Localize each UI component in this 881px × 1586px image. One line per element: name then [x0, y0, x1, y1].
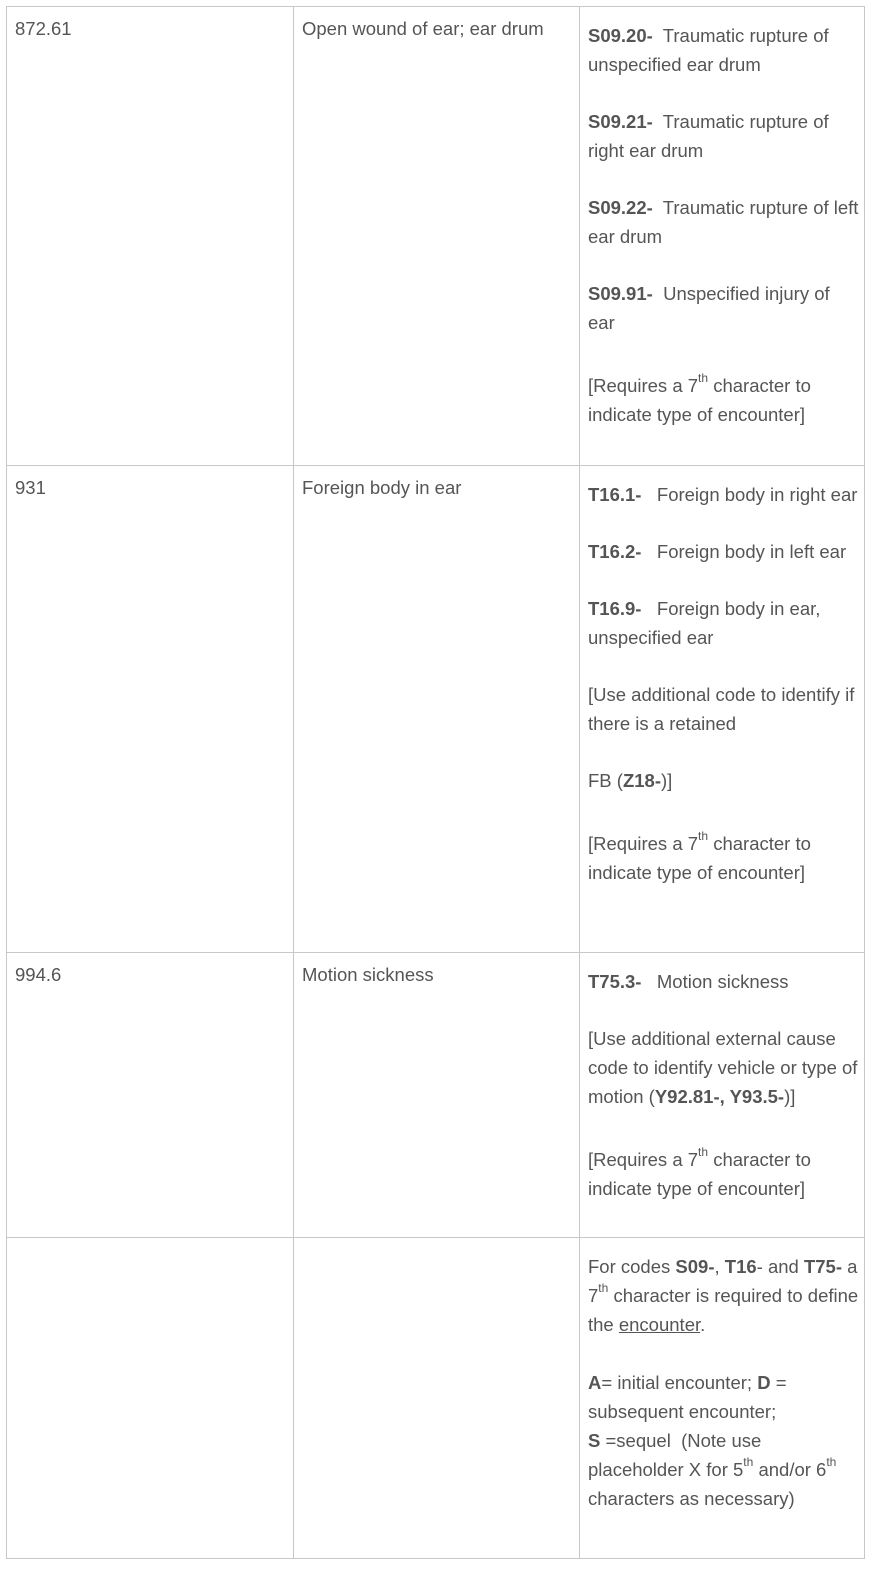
- icd10-cell: [580, 1238, 864, 1558]
- code-entry: T16.1- Foreign body in right ear: [588, 484, 858, 505]
- code-entry: T16.9- Foreign body in ear, unspecified ear: [588, 598, 821, 648]
- icd10-cell: [580, 7, 864, 465]
- description-cell: Foreign body in ear: [294, 466, 580, 952]
- seventh-char-note: [Requires a 7th character to indicate type of encounter]: [588, 1144, 811, 1199]
- seventh-char-note: [Requires a 7th character to indicate type of encounter]: [588, 828, 811, 883]
- icd10-cell: [580, 466, 864, 952]
- description-cell: Open wound of ear; ear drum: [294, 7, 580, 465]
- table-row: [7, 1238, 864, 1558]
- retained-fb-note: FB (Z18-)]: [588, 770, 673, 791]
- seventh-char-footnote: For codes S09-, T16- and T75- a 7th character is required to define the encounter.: [588, 1256, 859, 1335]
- code-entry: T75.3- Motion sickness: [588, 971, 789, 992]
- additional-code-note: [Use additional code to identify if there is a retained: [588, 684, 855, 734]
- code-entry: S09.91- Unspecified injury of ear: [588, 283, 830, 333]
- additional-code-note: [Use additional external cause code to identify vehicle or type of motion (Y92.81-, Y93.5-)]: [588, 1028, 858, 1107]
- encounter-legend: A= initial encounter; D = subsequent encounter; S =sequel (Note use placeholder X for 5th and/or 6th characters as necessary): [588, 1372, 837, 1509]
- code-entry: S09.22- Traumatic rupture of left ear drum: [588, 197, 859, 247]
- icd-crosswalk-table: [6, 6, 865, 1559]
- icd9-code-cell: [7, 1238, 294, 1558]
- icd9-code-cell: 872.61: [7, 7, 294, 465]
- code-entry: S09.20- Traumatic rupture of unspecified ear drum: [588, 25, 829, 75]
- table-row: [7, 7, 864, 466]
- table-row: [7, 953, 864, 1238]
- seventh-char-note: [Requires a 7th character to indicate type of encounter]: [588, 370, 811, 425]
- icd9-code-cell: 931: [7, 466, 294, 952]
- icd9-code-cell: 994.6: [7, 953, 294, 1237]
- icd10-cell: [580, 953, 864, 1237]
- description-cell: [294, 1238, 580, 1558]
- code-entry: S09.21- Traumatic rupture of right ear drum: [588, 111, 829, 161]
- code-entry: T16.2- Foreign body in left ear: [588, 541, 847, 562]
- description-cell: Motion sickness: [294, 953, 580, 1237]
- table-row: [7, 466, 864, 953]
- encounter-link[interactable]: encounter: [618, 1314, 701, 1335]
